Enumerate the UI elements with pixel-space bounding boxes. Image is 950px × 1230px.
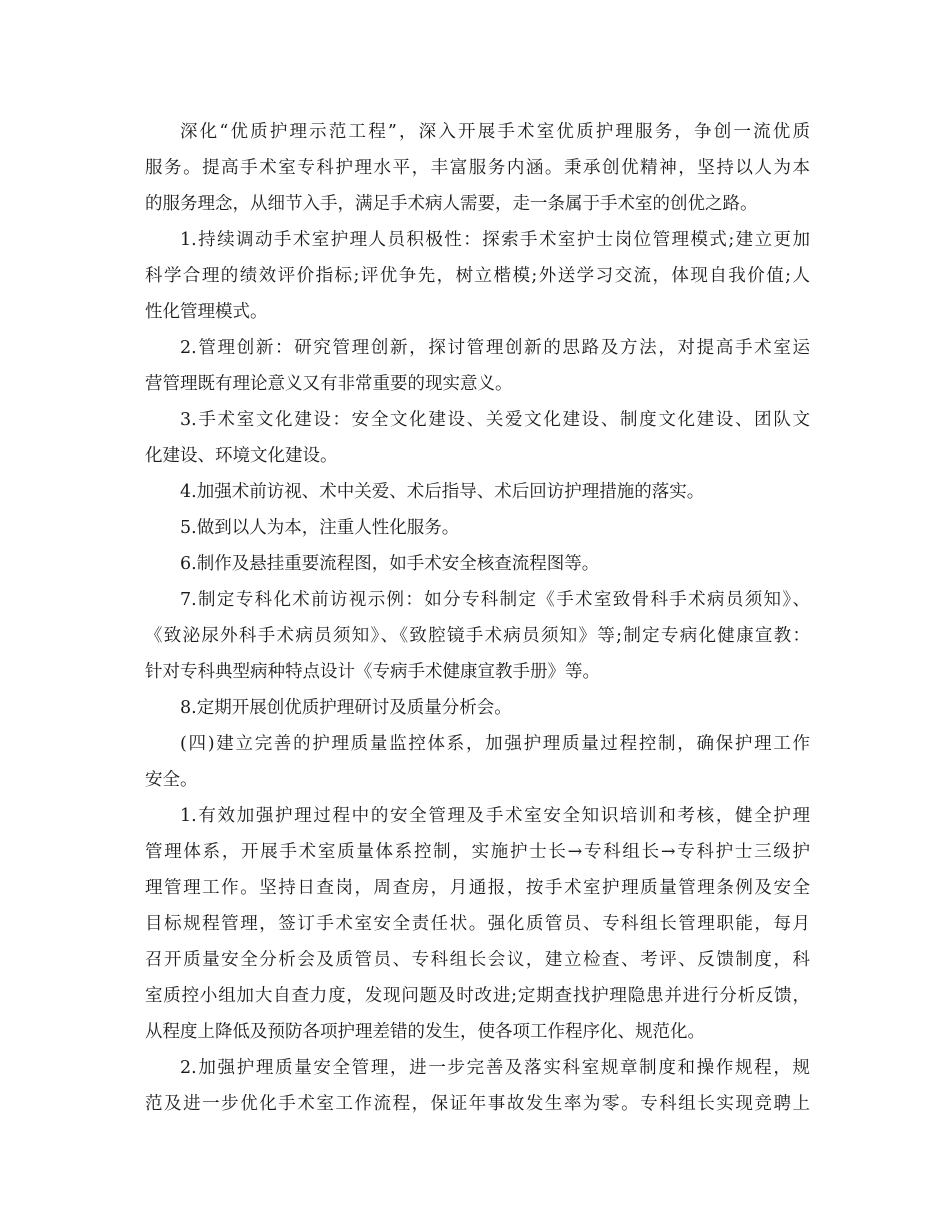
text-line: 召开质量安全分析会及质管员、专科组长会议，建立检查、考评、反馈制度，科: [145, 950, 810, 970]
text-line: (四)建立完善的护理质量监控体系，加强护理质量过程控制，确保护理工作: [180, 734, 810, 754]
text-line: 目标规程管理，签订手术室安全责任状。强化质管员、专科组长管理职能，每月: [145, 914, 810, 934]
text-line: 4.加强术前访视、术中关爱、术后指导、术后回访护理措施的落实。: [180, 482, 705, 502]
text-line: 2.加强护理质量安全管理，进一步完善及落实科室规章制度和操作规程，规: [180, 1058, 810, 1078]
text-line: 理管理工作。坚持日查岗，周查房，月通报，按手术室护理质量管理条例及安全: [145, 878, 810, 898]
text-line: 针对专科典型病种特点设计《专病手术健康宣教手册》等。: [145, 662, 600, 682]
text-line: 3.手术室文化建设：安全文化建设、关爱文化建设、制度文化建设、团队文: [180, 410, 810, 430]
text-line: 范及进一步优化手术室工作流程，保证年事故发生率为零。专科组长实现竞聘上: [145, 1094, 810, 1114]
text-line: 安全。: [145, 770, 198, 790]
text-line: 服务。提高手术室专科护理水平，丰富服务内涵。秉承创优精神，坚持以人为本: [145, 158, 810, 178]
text-line: 化建设、环境文化建设。: [145, 446, 338, 466]
text-line: 8.定期开展创优质护理研讨及质量分析会。: [180, 698, 512, 718]
document-body: [145, 114, 810, 1122]
text-line: 1.有效加强护理过程中的安全管理及手术室安全知识培训和考核，健全护理: [180, 806, 810, 826]
text-line: 的服务理念，从细节入手，满足手术病人需要，走一条属于手术室的创优之路。: [145, 194, 758, 214]
text-line: 性化管理模式。: [145, 302, 268, 322]
text-line: 7.制定专科化术前访视示例：如分专科制定《手术室致骨科手术病员须知》、: [180, 590, 810, 610]
text-line: 6.制作及悬挂重要流程图，如手术安全核查流程图等。: [180, 554, 600, 574]
text-line: 管理体系，开展手术室质量体系控制，实施护士长→专科组长→专科护士三级护: [145, 842, 810, 862]
text-line: 5.做到以人为本，注重人性化服务。: [180, 518, 460, 538]
text-line: 2.管理创新：研究管理创新，探讨管理创新的思路及方法，对提高手术室运: [180, 338, 810, 358]
text-line: 从程度上降低及预防各项护理差错的发生，使各项工作程序化、规范化。: [145, 1022, 705, 1042]
text-line: 1.持续调动手术室护理人员积极性：探索手术室护士岗位管理模式;建立更加: [180, 230, 810, 250]
text-line: 科学合理的绩效评价指标;评优争先，树立楷模;外送学习交流，体现自我价值;人: [145, 266, 810, 286]
text-line: 《致泌尿外科手术病员须知》、《致腔镜手术病员须知》等;制定专病化健康宣教：: [145, 626, 810, 646]
text-line: 营管理既有理论意义又有非常重要的现实意义。: [145, 374, 513, 394]
text-line: 室质控小组加大自查力度，发现问题及时改进;定期查找护理隐患并进行分析反馈，: [145, 986, 810, 1006]
text-line: 深化“优质护理示范工程”，深入开展手术室优质护理服务，争创一流优质: [180, 122, 810, 142]
